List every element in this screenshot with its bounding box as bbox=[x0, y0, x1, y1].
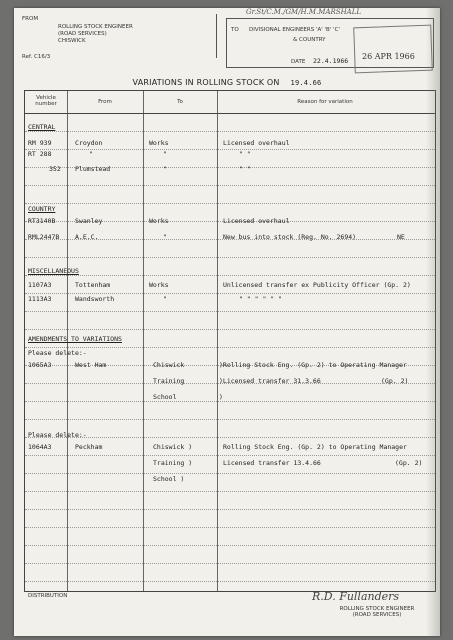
row9-reason-2: Licensed transfer 13.4.66 bbox=[223, 459, 321, 467]
distribution-label: DISTRIBUTION bbox=[28, 593, 68, 599]
signature: R.D. Fullanders bbox=[312, 590, 400, 603]
document-page bbox=[14, 8, 440, 636]
page-title: VARIATIONS IN ROLLING STOCK ON 19.4.66 bbox=[132, 78, 322, 87]
to-text-2: & COUNTRY bbox=[293, 37, 326, 43]
date-label: DATE bbox=[291, 59, 306, 65]
row1-from: Croydon bbox=[75, 139, 103, 147]
row9-to-1: Chiswick ) bbox=[153, 443, 193, 451]
row5-to: " bbox=[163, 233, 167, 241]
section-misc: MISCELLANEOUS bbox=[28, 267, 79, 275]
row9-vehicle: 1064A3 bbox=[28, 443, 52, 451]
row5-vehicle: RML2447B bbox=[28, 233, 60, 241]
row7-vehicle: 1113A3 bbox=[28, 295, 52, 303]
row4-from: Swanley bbox=[75, 217, 103, 225]
from-box bbox=[20, 14, 217, 58]
row7-from: Wandsworth bbox=[75, 295, 115, 303]
row8-vehicle: 1065A3 bbox=[28, 361, 52, 369]
from-line-3: CHISWICK bbox=[58, 38, 86, 44]
row5-reason: New bus into stock (Reg. No. 2694) bbox=[223, 233, 357, 241]
row6-reason: Unlicensed transfer ex Publicity Officer (Gp. 2) bbox=[223, 281, 411, 289]
row9-to-3: School ) bbox=[153, 475, 185, 483]
please-delete-2: Please delete:- bbox=[28, 431, 87, 439]
row8-to-2: Training bbox=[153, 377, 185, 385]
row9-from: Peckham bbox=[75, 443, 103, 451]
please-delete-1: Please delete:- bbox=[28, 349, 87, 357]
variations-table bbox=[24, 90, 436, 592]
row9-to-2: Training ) bbox=[153, 459, 193, 467]
from-line-2: (ROAD SERVICES) bbox=[58, 31, 107, 37]
row3-reason: " " bbox=[239, 165, 251, 173]
row1-reason: Licensed overhaul bbox=[223, 139, 290, 147]
row9-reason-2b: (Gp. 2) bbox=[395, 459, 423, 467]
row2-from: " bbox=[89, 150, 93, 158]
handwritten-annotation: Gr.St/C.M./GM/H.M.MARSHALL bbox=[246, 8, 362, 16]
col-reason: Reason for variation bbox=[297, 99, 353, 105]
row8-reason-2b: (Gp. 2) bbox=[381, 377, 409, 385]
section-central: CENTRAL bbox=[28, 123, 56, 131]
row1-to: Works bbox=[149, 139, 169, 147]
row8-to-3: School bbox=[153, 393, 177, 401]
row1-vehicle: RM 939 bbox=[28, 139, 52, 147]
to-text: DIVISIONAL ENGINEERS 'A' 'B' 'C' bbox=[249, 27, 340, 33]
row8-reason-3: ) bbox=[219, 393, 223, 401]
row3-from: Plumstead bbox=[75, 165, 111, 173]
row7-reason: " " " " " " bbox=[239, 295, 283, 303]
ref-label: Ref. C16/3 bbox=[22, 54, 51, 60]
col-to: To bbox=[177, 99, 183, 105]
signatory-title: ROLLING STOCK ENGINEER (ROAD SERVICES) bbox=[339, 606, 415, 618]
received-stamp bbox=[353, 25, 433, 74]
row7-to: " bbox=[163, 295, 167, 303]
from-line-1: ROLLING STOCK ENGINEER bbox=[58, 24, 133, 30]
section-amendments: AMENDMENTS TO VARIATIONS bbox=[28, 335, 122, 343]
from-label: FROM bbox=[22, 16, 39, 22]
row4-vehicle: RT3140B bbox=[28, 217, 56, 225]
row8-from: West Ham bbox=[75, 361, 107, 369]
date-value: 22.4.1966 bbox=[313, 57, 349, 65]
row2-to: " bbox=[163, 150, 167, 158]
to-label: TO bbox=[231, 27, 239, 33]
row8-reason-2: )Licensed transfer 31.3.66 bbox=[219, 377, 321, 385]
row6-vehicle: 1107A3 bbox=[28, 281, 52, 289]
distribution-block bbox=[28, 594, 67, 600]
row5-from: A.E.C. bbox=[75, 233, 99, 241]
col-from: From bbox=[98, 99, 112, 105]
stamp-date: 26 APR 1966 bbox=[362, 52, 415, 61]
row3-vehicle: 352 bbox=[49, 165, 61, 173]
row2-vehicle: RT 288 bbox=[28, 150, 52, 158]
row4-reason: Licensed overhaul bbox=[223, 217, 290, 225]
section-country: COUNTRY bbox=[28, 205, 56, 213]
row6-from: Tottenham bbox=[75, 281, 111, 289]
row8-reason-1: )Rolling Stock Eng. (Gp. 2) to Operating Manager bbox=[219, 361, 407, 369]
col-vehicle: Vehicle number bbox=[35, 95, 57, 107]
row2-reason: " " bbox=[239, 150, 251, 158]
row8-to-1: Chiswick bbox=[153, 361, 185, 369]
row5-extra: NE bbox=[397, 233, 405, 241]
row9-reason-1: Rolling Stock Eng. (Gp. 2) to Operating Manager bbox=[223, 443, 407, 451]
row4-to: Works bbox=[149, 217, 169, 225]
row3-to: " bbox=[163, 165, 167, 173]
row6-to: Works bbox=[149, 281, 169, 289]
